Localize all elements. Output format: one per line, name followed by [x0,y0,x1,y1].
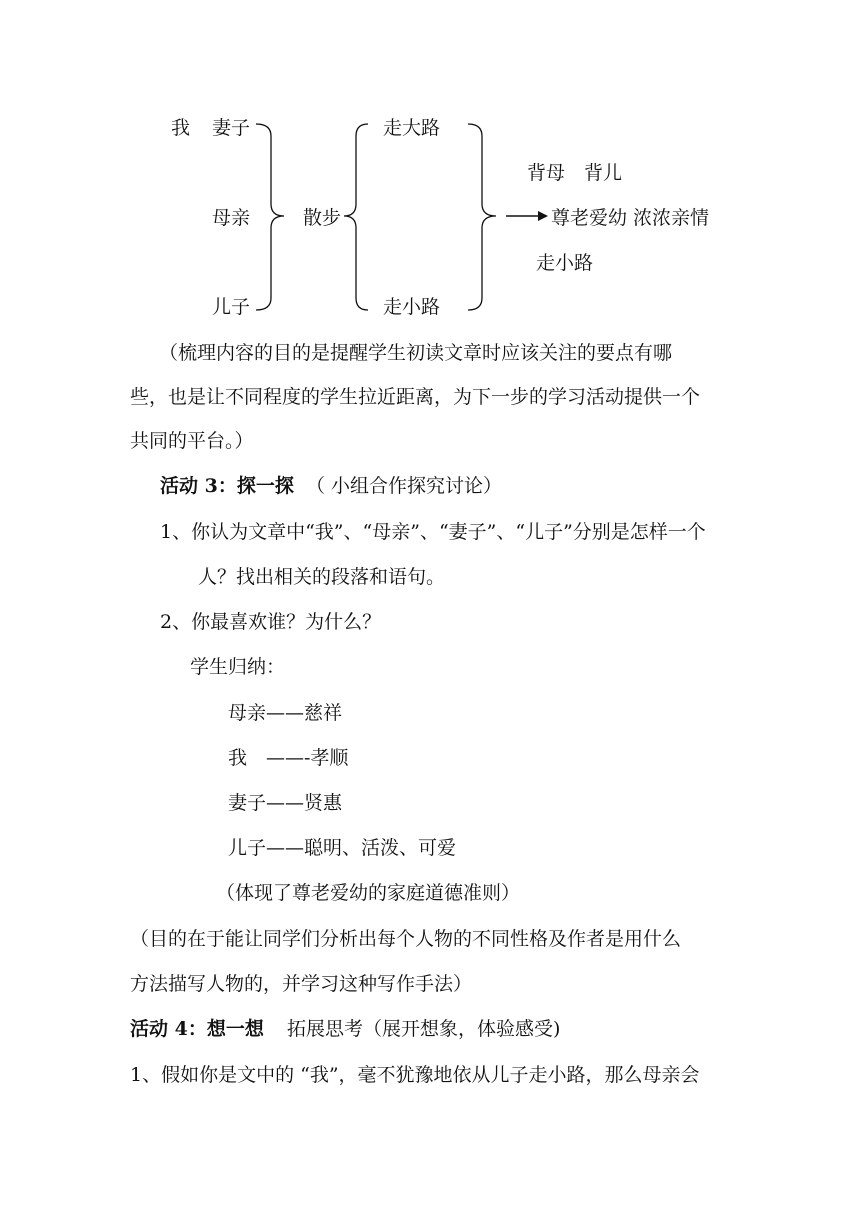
activity3-q1-line1: 1、你认为文章中“我”、“母亲”、“妻子”、“儿子”分别是怎样一个 [160,521,706,543]
right-brace-1 [256,124,284,310]
activity3-q2: 2、你最喜欢谁？为什么？ [160,611,382,633]
note1-line2: 些，也是让不同程度的学生拉近距离，为下一步的学习活动提供一个 [130,386,701,408]
activity3-conclusion: （体现了尊老爱幼的家庭道德准则） [216,882,521,904]
trait-son: 儿子——聪明、活泼、可爱 [228,837,457,859]
note2-line1: （目的在于能让同学们分析出每个人物的不同性格及作者是用什么 [130,928,682,950]
diagram-carry: 背母 背儿 [527,162,623,184]
trait-mother: 母亲——慈祥 [228,702,343,724]
activity4-q1: 1、假如你是文中的 “我”，毫不犹豫地依从儿子走小路，那么母亲会 [130,1064,700,1086]
diagram-mother: 母亲 [212,207,251,229]
note1-line1: （梳理内容的目的是提醒学生初读文章时应该关注的要点有哪 [159,342,673,364]
activity3-q1-line2: 人？找出相关的段落和语句。 [198,566,446,588]
diagram-wo: 我 [171,117,191,139]
right-brace-3 [468,124,496,310]
diagram-small-road-2: 走小路 [536,252,594,274]
diagram-small-road: 走小路 [383,296,441,318]
diagram-braces [0,0,860,340]
note2-line2: 方法描写人物的，并学习这种写作手法） [130,973,473,995]
diagram-result: 尊老爱幼 浓浓亲情 [551,207,710,229]
activity3-summary-label: 学生归纳： [190,656,286,678]
activity3-subtitle: （ 小组合作探究讨论） [306,475,503,497]
activity4-subtitle: 拓展思考（展开想象，体验感受) [287,1018,561,1040]
trait-wife: 妻子——贤惠 [228,792,343,814]
trait-wo: 我 ——-孝顺 [228,747,349,769]
diagram-big-road: 走大路 [383,117,441,139]
activity3-heading: 活动 3：探一探 [160,475,294,497]
diagram-son: 儿子 [212,296,251,318]
arrow-head [538,211,548,221]
left-brace-2 [344,124,368,310]
activity4-heading: 活动 4：想一想 [130,1018,264,1040]
diagram-walk: 散步 [303,207,342,229]
note1-line3: 共同的平台。） [130,430,254,452]
diagram-wife: 妻子 [212,117,251,139]
